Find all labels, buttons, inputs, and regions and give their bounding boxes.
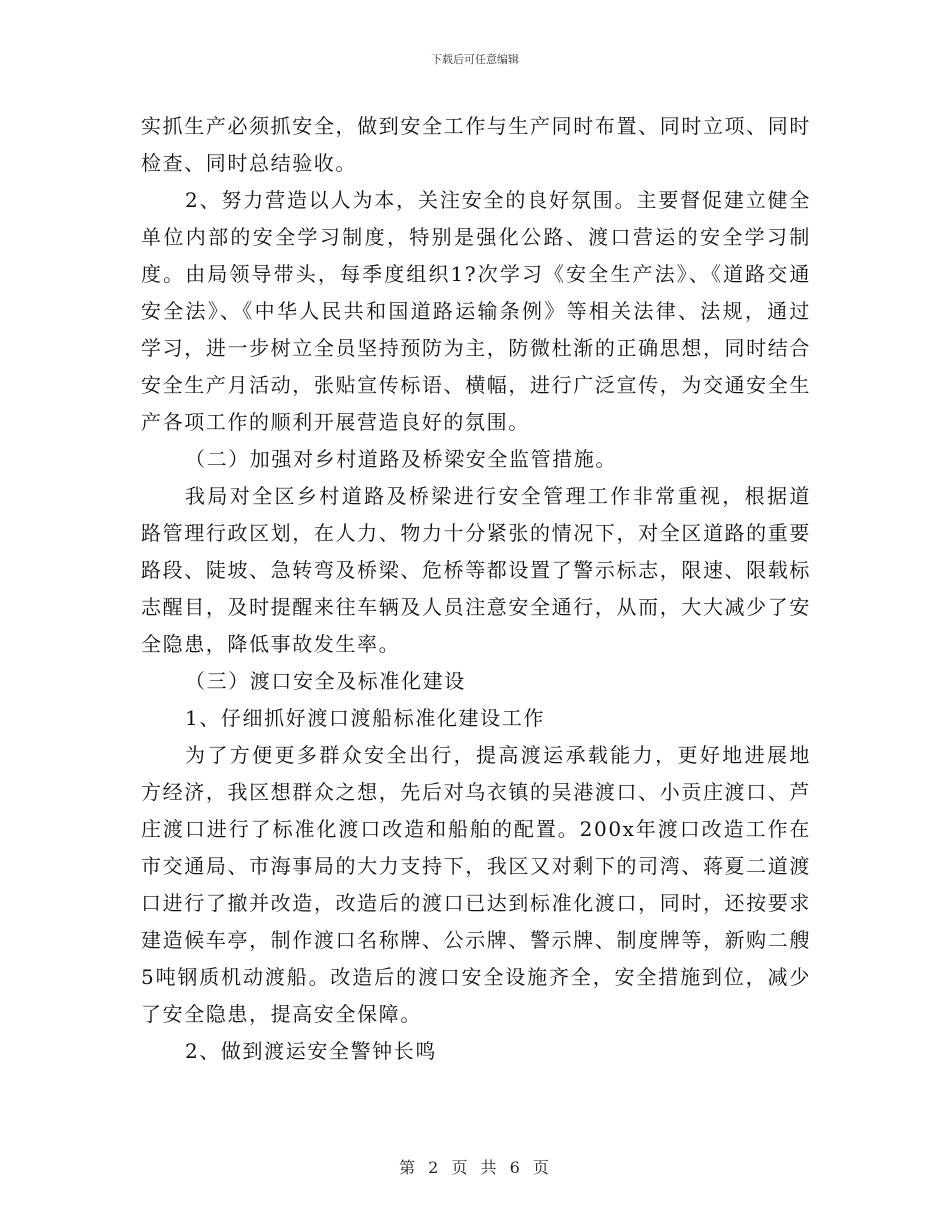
section-heading-2: （二）加强对乡村道路及桥梁安全监管措施。 [185, 447, 617, 471]
page-number-footer: 第 2 页 共 6 页 [399, 1158, 551, 1177]
paragraph-2: 2、努力营造以人为本，关注安全的良好氛围。主要督促建立健全单位内部的安全学习制度，特别是强化公路、渡口营运的安全学习制度。由局领导带头，每季度组织1?次学习《安全生产法》、《道路交通安全法》、《中华人民共和国道路运输条例》等相关法律、法规，通过学习，进一步树立全员坚持预防为主，防微杜渐的正确思想，同时结合安全生产月活动，张贴宣传标语、横幅，进行广泛宣传，为交通安全生产各项工作的顺利开展营造良好的氛围。 [141, 188, 811, 434]
paragraph-4: 为了方便更多群众安全出行，提高渡运承载能力，更好地进展地方经济，我区想群众之想，先后对乌衣镇的吴港渡口、小贡庄渡口、芦庄渡口进行了标准化渡口改造和船舶的配置。200x年渡口改造工作在市交通局、市海事局的大力支持下，我区又对剩下的司湾、蒋夏二道渡口进行了撤并改造，改造后的渡口已达到标准化渡口，同时，还按要求建造候车亭，制作渡口名称牌、公示牌、警示牌、制度牌等，新购二艘5吨钢质机动渡船。改造后的渡口安全设施齐全，安全措施到位，减少了安全隐患，提高安全保障。 [141, 743, 811, 1026]
subheading-2: 2、做到渡运安全警钟长鸣 [185, 1039, 437, 1063]
subheading-1: 1、仔细抓好渡口渡船标准化建设工作 [185, 706, 545, 730]
page-header-note: 下载后可任意编辑 [431, 53, 519, 66]
paragraph-3: 我局对全区乡村道路及桥梁进行安全管理工作非常重视，根据道路管理行政区划，在人力、物力十分紧张的情况下，对全区道路的重要路段、陡坡、急转弯及桥梁、危桥等都设置了警示标志，限速、限载标志醒目，及时提醒来往车辆及人员注意安全通行，从而，大大减少了安全隐患，降低事故发生率。 [141, 484, 811, 656]
document-body [141, 108, 811, 1070]
paragraph-1: 实抓生产必须抓安全，做到安全工作与生产同时布置、同时立项、同时检查、同时总结验收。 [141, 114, 811, 175]
section-heading-3: （三）渡口安全及标准化建设 [185, 669, 466, 693]
